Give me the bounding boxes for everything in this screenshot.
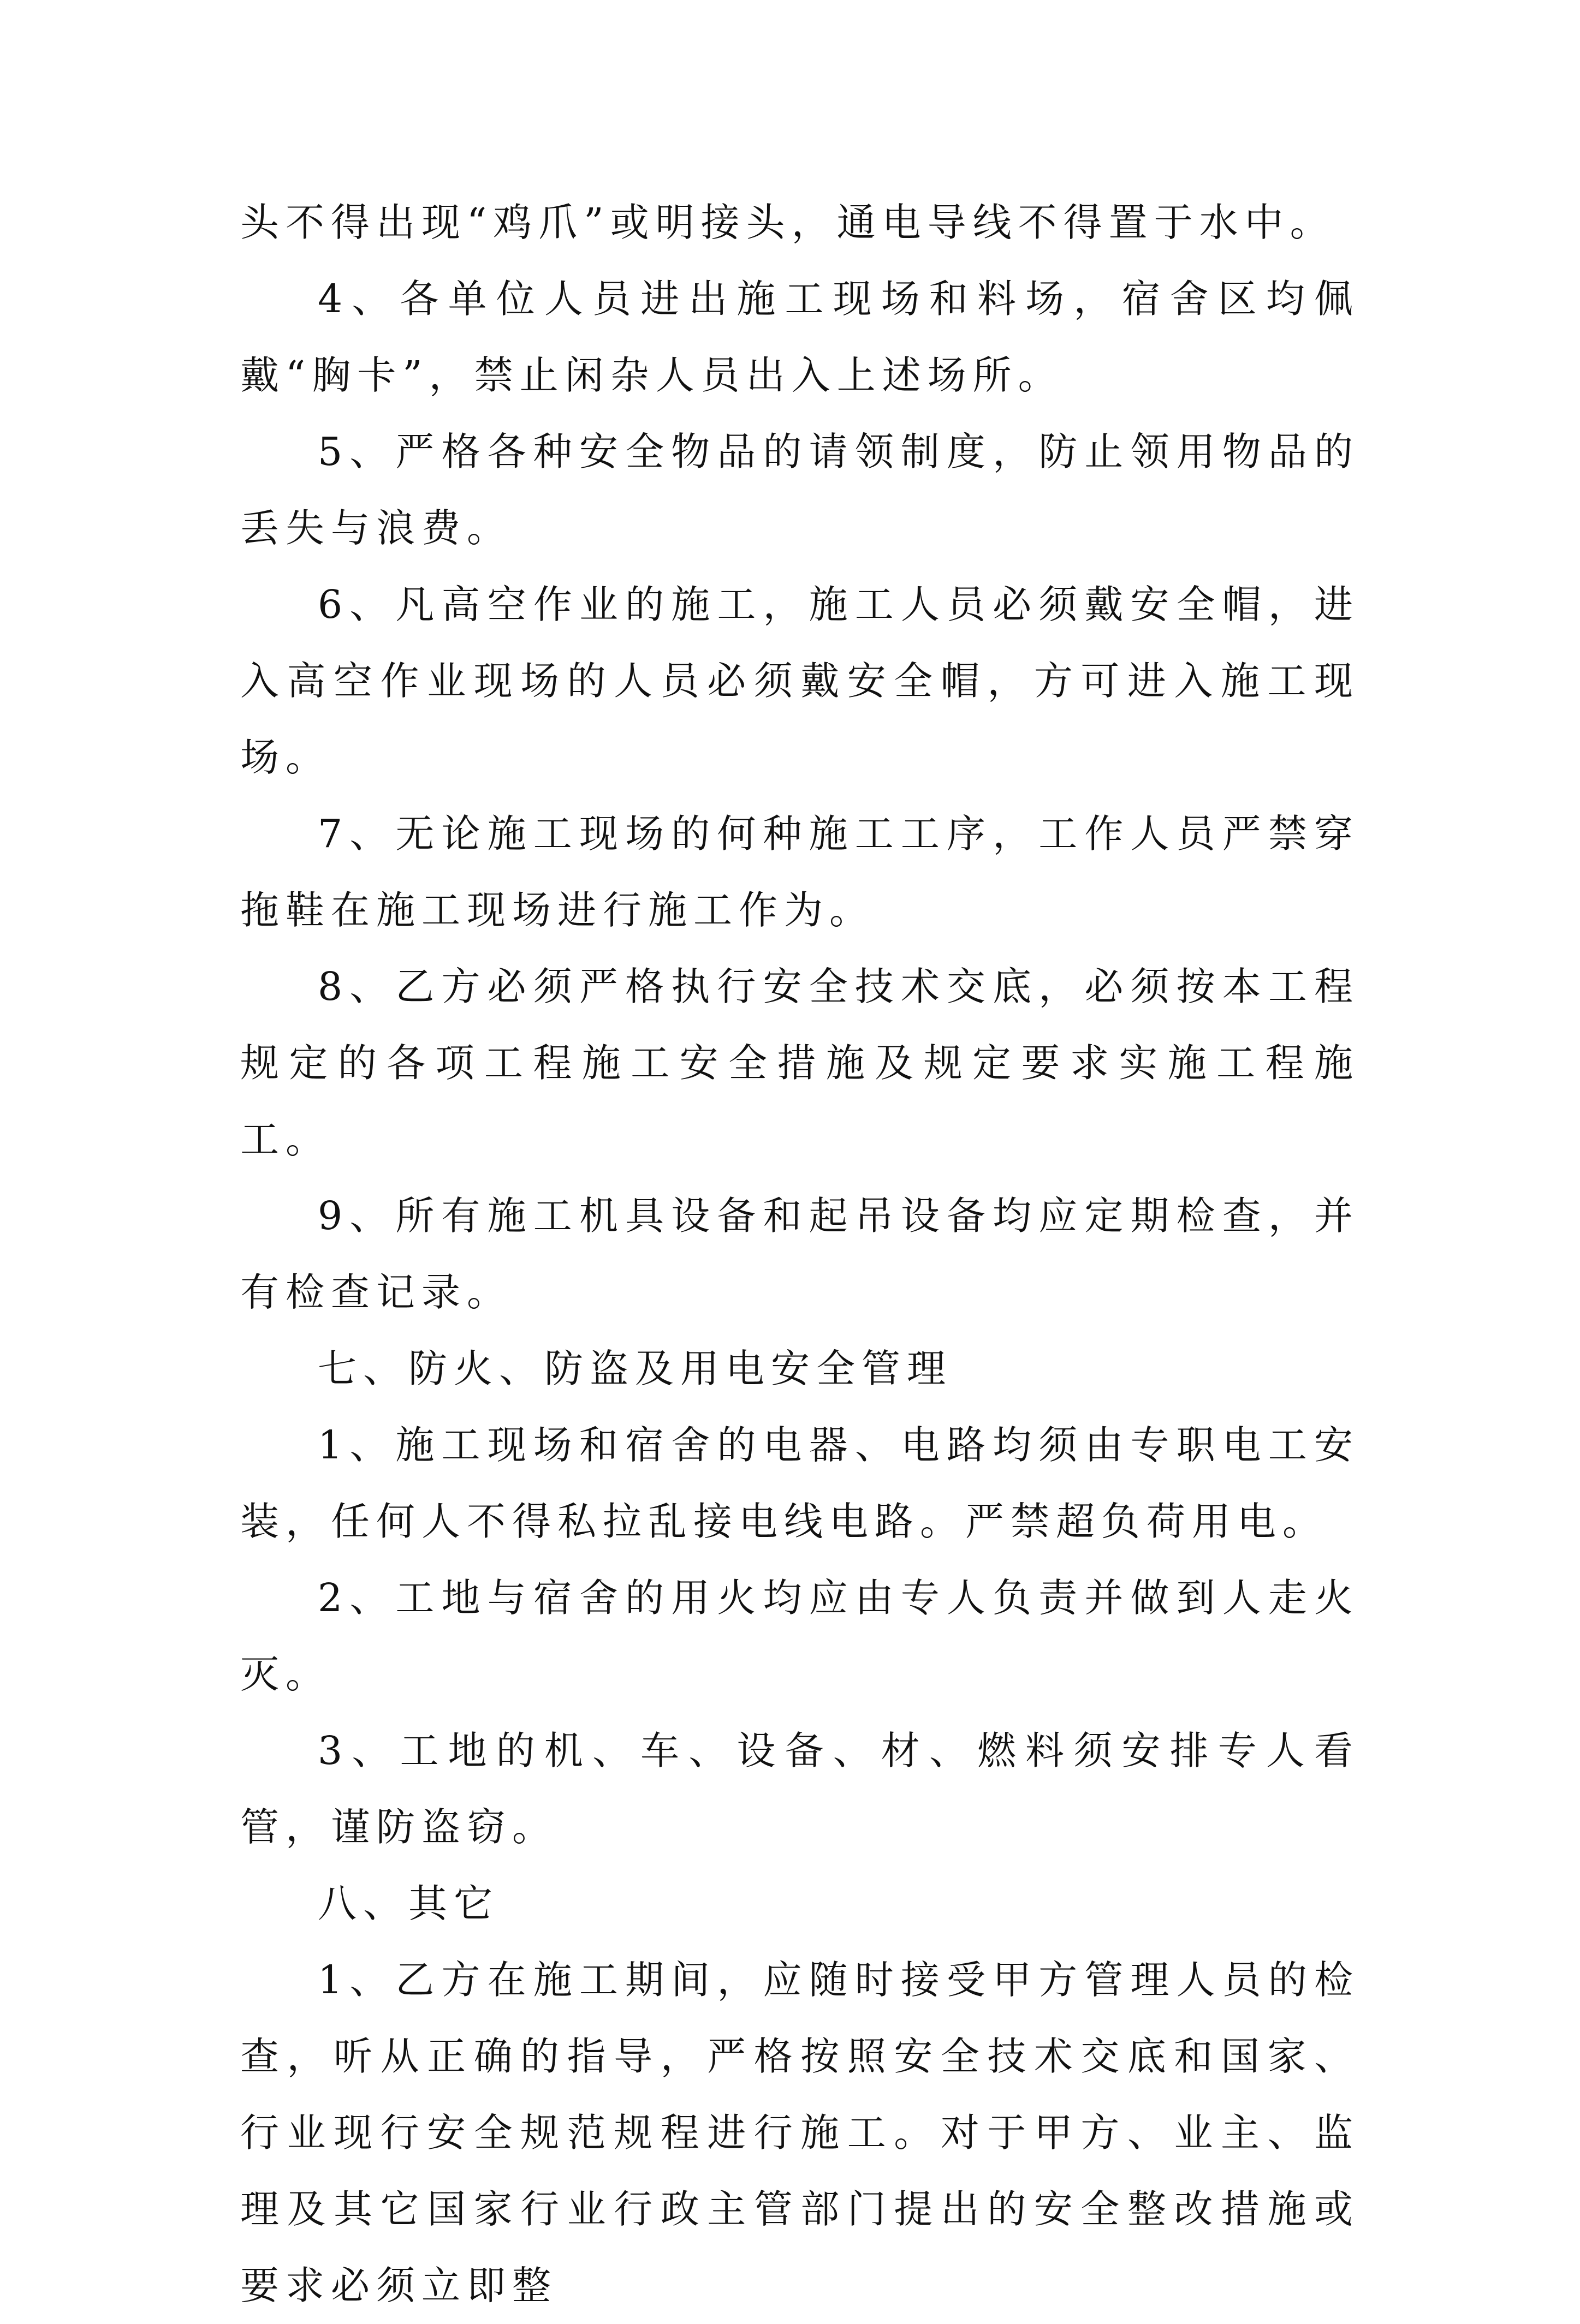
paragraph-item-6: 6、凡高空作业的施工，施工人员必须戴安全帽，进入高空作业现场的人员必须戴安全帽，方可进入施工现场。	[240, 582, 1359, 780]
document-body	[240, 184, 1359, 2324]
paragraph-section7-item-3: 3、工地的机、车、设备、材、燃料须安排专人看管，谨防盗窃。	[240, 1728, 1359, 1850]
paragraph-item-4: 4、各单位人员进出施工现场和料场，宿舍区均佩戴“胸卡”，禁止闲杂人员出入上述场所。	[240, 276, 1359, 398]
paragraph-item-5: 5、严格各种安全物品的请领制度，防止领用物品的丢失与浪费。	[240, 429, 1359, 551]
paragraph-section8-item-1: 1、乙方在施工期间，应随时接受甲方管理人员的检查，听从正确的指导，严格按照安全技术交底和国家、行业现行安全规范规程进行施工。对于甲方、业主、监理及其它国家行业行政主管部门提出的安全整改措施或要求必须立即整	[240, 1957, 1359, 2308]
paragraph-section7-item-2: 2、工地与宿舍的用火均应由专人负责并做到人走火灭。	[240, 1575, 1359, 1697]
section-heading-7: 七、防火、防盗及用电安全管理	[318, 1346, 953, 1391]
section-heading-8: 八、其它	[318, 1881, 500, 1926]
paragraph-item-9: 9、所有施工机具设备和起吊设备均应定期检查，并有检查记录。	[240, 1193, 1359, 1315]
paragraph-section7-item-1: 1、施工现场和宿舍的电器、电路均须由专职电工安装，任何人不得私拉乱接电线电路。严禁超负荷用电。	[240, 1422, 1359, 1544]
paragraph-item-7: 7、无论施工现场的何种施工工序，工作人员严禁穿拖鞋在施工现场进行施工作为。	[240, 811, 1359, 933]
paragraph-item-8: 8、乙方必须严格执行安全技术交底，必须按本工程规定的各项工程施工安全措施及规定要求实施工程施工。	[240, 964, 1359, 1162]
paragraph-continuation: 头不得出现“鸡爪”或明接头，通电导线不得置于水中。	[240, 200, 1335, 245]
